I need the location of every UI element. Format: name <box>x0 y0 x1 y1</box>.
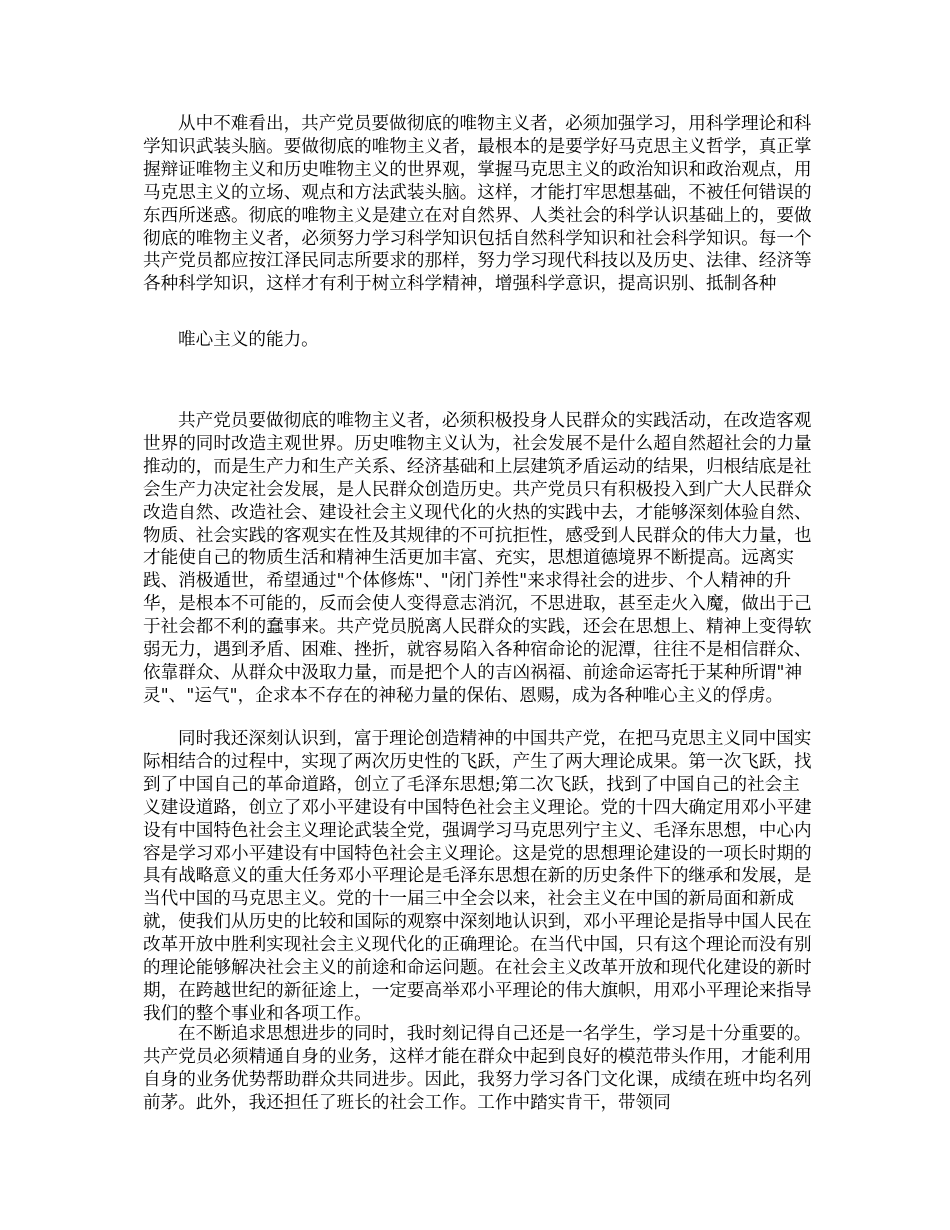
paragraph-student-study: 在不断追求思想进步的同时，我时刻记得自己还是一名学生，学习是十分重要的。共产党员必须精通自身的业务，这样才能在群众中起到良好的模范带头作用，才能利用自身的业务优势帮助群众共同进步。因此，我努力学习各门文化课，成绩在班中均名列前茅。此外，我还担任了班长的社会工作。工作中踏实肯干，带领同 <box>143 1024 812 1113</box>
paragraph-study-theory: 从中不难看出，共产党员要做彻底的唯物主义者，必须加强学习，用科学理论和科学知识武装头脑。要做彻底的唯物主义者，最根本的是要学好马克思主义哲学，真正掌握辩证唯物主义和历史唯物主义的世界观，掌握马克思主义的政治知识和政治观点，用马克思主义的立场、观点和方法武装头脑。这样，才能打牢思想基础，不被任何错误的东西所迷惑。彻底的唯物主义是建立在对自然界、人类社会的科学认识基础上的，要做彻底的唯物主义者，必须努力学习科学知识包括自然科学知识和社会科学知识。每一个共产党员都应按江泽民同志所要求的那样，努力学习现代科技以及历史、法律、经济等各种科学知识，这样才有利于树立科学精神，增强科学意识，提高识别、抵制各种 <box>143 114 812 295</box>
paragraph-theory-leaps: 同时我还深刻认识到，富于理论创造精神的中国共产党，在把马克思主义同中国实际相结合的过程中，实现了两次历史性的飞跃，产生了两大理论成果。第一次飞跃，找到了中国自己的革命道路，创立了毛泽东思想;第二次飞跃，找到了中国自己的社会主义建设道路，创立了邓小平建设有中国特色社会主义理论。党的十四大确定用邓小平建设有中国特色社会主义理论武装全党，强调学习马克思列宁主义、毛泽东思想，中心内容是学习邓小平建设有中国特色社会主义理论。这是党的思想理论建设的一项长时期的具有战略意义的重大任务邓小平理论是毛泽东思想在新的历史条件下的继承和发展，是当代中国的马克思主义。党的十一届三中全会以来，社会主义在中国的新局面和新成就，使我们从历史的比较和国际的观察中深刻地认识到，邓小平理论是指导中国人民在改革开放中胜利实现社会主义现代化的正确理论。在当代中国，只有这个理论而没有别的理论能够解决社会主义的前途和命运问题。在社会主义改革开放和现代化建设的新时期，在跨越世纪的新征途上，一定要高举邓小平理论的伟大旗帜，用邓小平理论来指导我们的整个事业和各项工作。 <box>143 729 812 1024</box>
paragraph-practice: 共产党员要做彻底的唯物主义者，必须积极投身人民群众的实践活动，在改造客观世界的同时改造主观世界。历史唯物主义认为，社会发展不是什么超自然超社会的力量推动的，而是生产力和生产关系、经济基础和上层建筑矛盾运动的结果，归根结底是社会生产力决定社会发展，是人民群众创造历史。共产党员只有积极投入到广大人民群众改造自然、改造社会、建设社会主义现代化的火热的实践中去，才能够深刻体验自然、物质、社会实践的客观实在性及其规律的不可抗拒性，感受到人民群众的伟大力量，也才能使自己的物质生活和精神生活更加丰富、充实，思想道德境界不断提高。远离实践、消极遁世，希望通过"个体修炼"、"闭门养性"来求得社会的进步、个人精神的升华，是根本不可能的，反而会使人变得意志消沉，不思进取，甚至走火入魔，做出于己于社会都不利的蠢事来。共产党员脱离人民群众的实践，还会在思想上、精神上变得软弱无力，遇到矛盾、困难、挫折，就容易陷入各种宿命论的泥潭，往往不是相信群众、依靠群众、从群众中汲取力量，而是把个人的吉凶祸福、前途命运寄托于某种所谓"神灵"、"运气"，企求本不存在的神秘力量的保佑、恩赐，成为各种唯心主义的俘虏。 <box>143 411 812 706</box>
paragraph-continuation: 唯心主义的能力。 <box>178 330 319 350</box>
